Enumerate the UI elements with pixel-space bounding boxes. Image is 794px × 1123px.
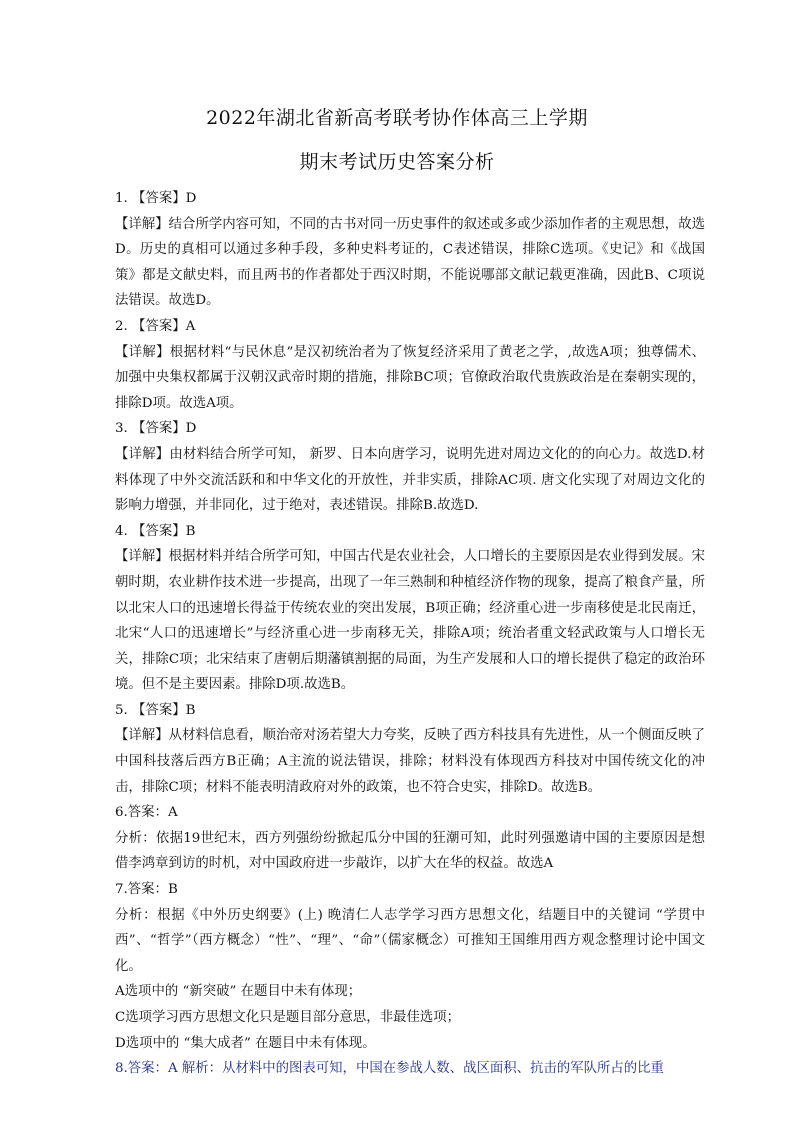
q7-answer: 7.答案：B [115,882,178,898]
q8-answer-analysis: 8.答案：A 解析：从材料中的图表可知，中国在参战人数、战区面积、抗击的军队所占的比重 [115,1061,664,1077]
q4-answer: 4. 【答案】B [115,523,196,539]
document-subtitle: 期末考试历史答案分析 [299,151,495,173]
q3-explanation: 【详解】由材料结合所学可知， 新罗、日本向唐学习，说明先进对周边文化的的向心力。故选D.材料体现了中外交流活跃和和中华文化的开放性，并非实质，排除AC项. 唐文化实现了对周边文化的影响力增强，并非同化，过于绝对，表述错误。排除B.故选D. [115,446,705,514]
q7-option-d-note: D选项中的 “集大成者” 在题目中未有体现。 [115,1035,376,1051]
q2-explanation: 【详解】根据材料“与民休息”是汉初统治者为了恢复经济采用了黄老之学，,故选A项；独尊儒术、加强中央集权都属于汉朝汉武帝时期的措施，排除BC项；官僚政治取代贵族政治是在秦朝实现的，排除D项。故选A项。 [115,344,705,411]
q2-answer: 2. 【答案】A [115,318,196,334]
q6-answer: 6.答案：A [115,805,178,821]
q5-explanation: 【详解】从材料信息看，顺治帝对汤若望大力夸奖，反映了西方科技具有先进性，从一个侧面反映了中国科技落后西方B正确；A主流的说法错误，排除；材料没有体现西方科技对中国传统文化的冲击，排除C项；材料不能表明清政府对外的政策，也不符合史实，排除D。故选B。 [115,728,705,795]
q4-explanation: 【详解】根据材料并结合所学可知，中国古代是农业社会，人口增长的主要原因是农业得到发展。宋朝时期，农业耕作技术进一步提高，出现了一年三熟制和种植经济作物的现象，提高了粮食产量，所以北宋人口的迅速增长得益于传统农业的突出发展，B项正确；经济重心进一步南移使是北民南迁，北宋“人口的迅速增长”与经济重心进一步南移无关，排除A项；统治者重文轻武政策与人口增长无关，排除C项；北宋结束了唐朝后期藩镇割据的局面，为生产发展和人口的增长提供了稳定的政治环境。但不是主要因素。排除D项.故选B。 [115,549,705,693]
document-title: 2022年湖北省新高考联考协作体高三上学期 [206,107,588,129]
q6-analysis: 分析：依据19世纪末，西方列强纷纷掀起瓜分中国的狂潮可知，此时列强邀请中国的主要原因是想借李鸿章到访的时机，对中国政府进一步敲诈，以扩大在华的权益。故选A [115,830,705,872]
q7-analysis: 分析：根据《中外历史纲要》(上) 晚清仁人志学学习西方思想文化，结题目中的关键词 “学贯中西”、“哲学”（西方概念）“性”、“理”、“命”（儒家概念）可推知王国维用西方观念整理讨论中国文化。 [115,907,705,974]
q7-option-a-note: A选项中的 “新突破” 在题目中未有体现； [115,984,362,1000]
q5-answer: 5. 【答案】B [115,702,196,718]
q1-answer: 1. 【答案】D [115,191,197,206]
q3-answer: 3. 【答案】D [115,421,197,437]
q1-explanation: 【详解】结合所学内容可知，不同的古书对同一历史事件的叙述或多或少添加作者的主观思想，故选D。历史的真相可以通过多种手段，多种史料考证的，C表述错误，排除C选项。《史记》和《战国策》都是文献史料，而且两书的作者都处于西汉时期，不能说哪部文献记载更准确，因此B、C项说法错误。故选D。 [115,216,705,309]
answer-body [115,186,705,1082]
q7-option-c-note: C选项学习西方思想文化只是题目部分意思，非最佳选项； [115,1010,461,1025]
